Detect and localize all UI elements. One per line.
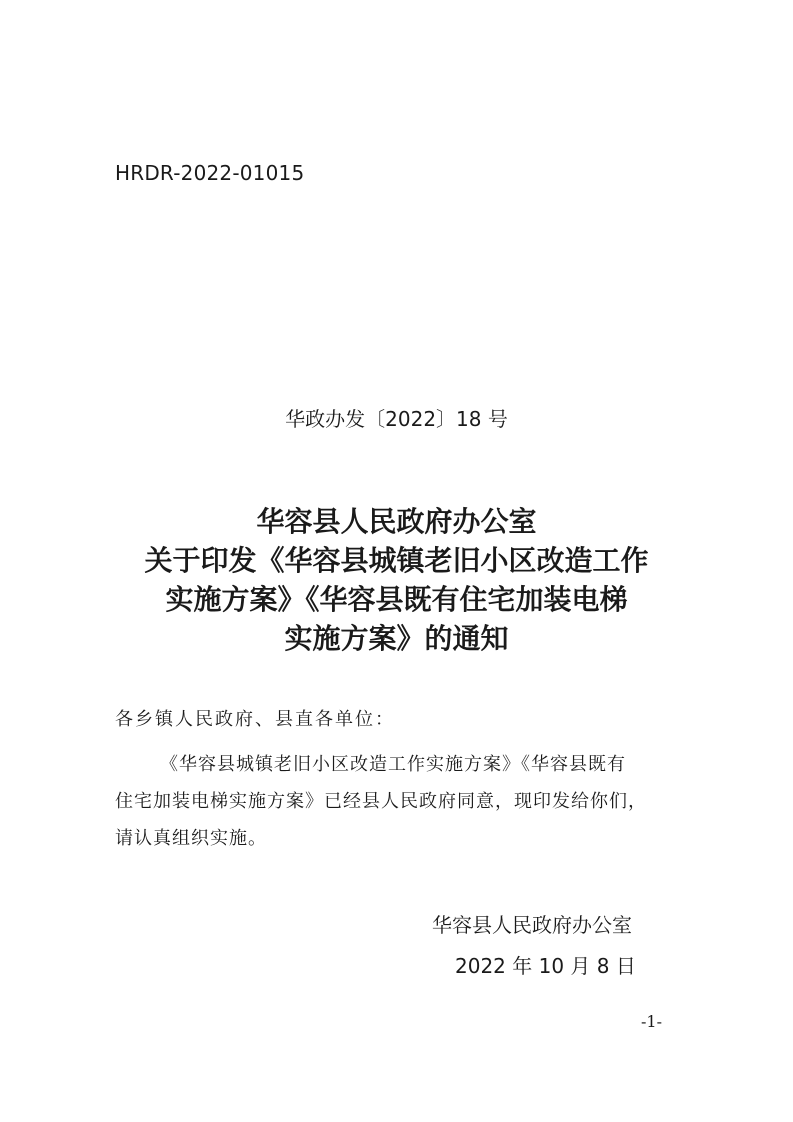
body-paragraph bbox=[115, 746, 690, 857]
body-line: 请认真组织实施。 bbox=[115, 828, 267, 849]
addressee: 各乡镇人民政府、县直各单位： bbox=[115, 709, 395, 730]
page-number: -1- bbox=[641, 1012, 662, 1031]
document-code: HRDR-2022-01015 bbox=[115, 161, 305, 185]
document-title bbox=[0, 502, 793, 658]
body-line: 《华容县城镇老旧小区改造工作实施方案》《华容县既有 bbox=[160, 754, 626, 775]
title-line: 实施方案》《华容县既有住宅加装电梯 bbox=[165, 583, 628, 616]
issue-date: 2022 年 10 月 8 日 bbox=[455, 954, 636, 978]
issuer-signature: 华容县人民政府办公室 bbox=[432, 913, 632, 937]
document-number: 华政办发〔2022〕18 号 bbox=[285, 407, 508, 431]
body-line: 住宅加装电梯实施方案》已经县人民政府同意，现印发给你们， bbox=[115, 791, 647, 812]
title-line: 关于印发《华容县城镇老旧小区改造工作 bbox=[144, 544, 649, 577]
title-line: 华容县人民政府办公室 bbox=[256, 505, 537, 538]
title-line: 实施方案》的通知 bbox=[284, 622, 509, 655]
